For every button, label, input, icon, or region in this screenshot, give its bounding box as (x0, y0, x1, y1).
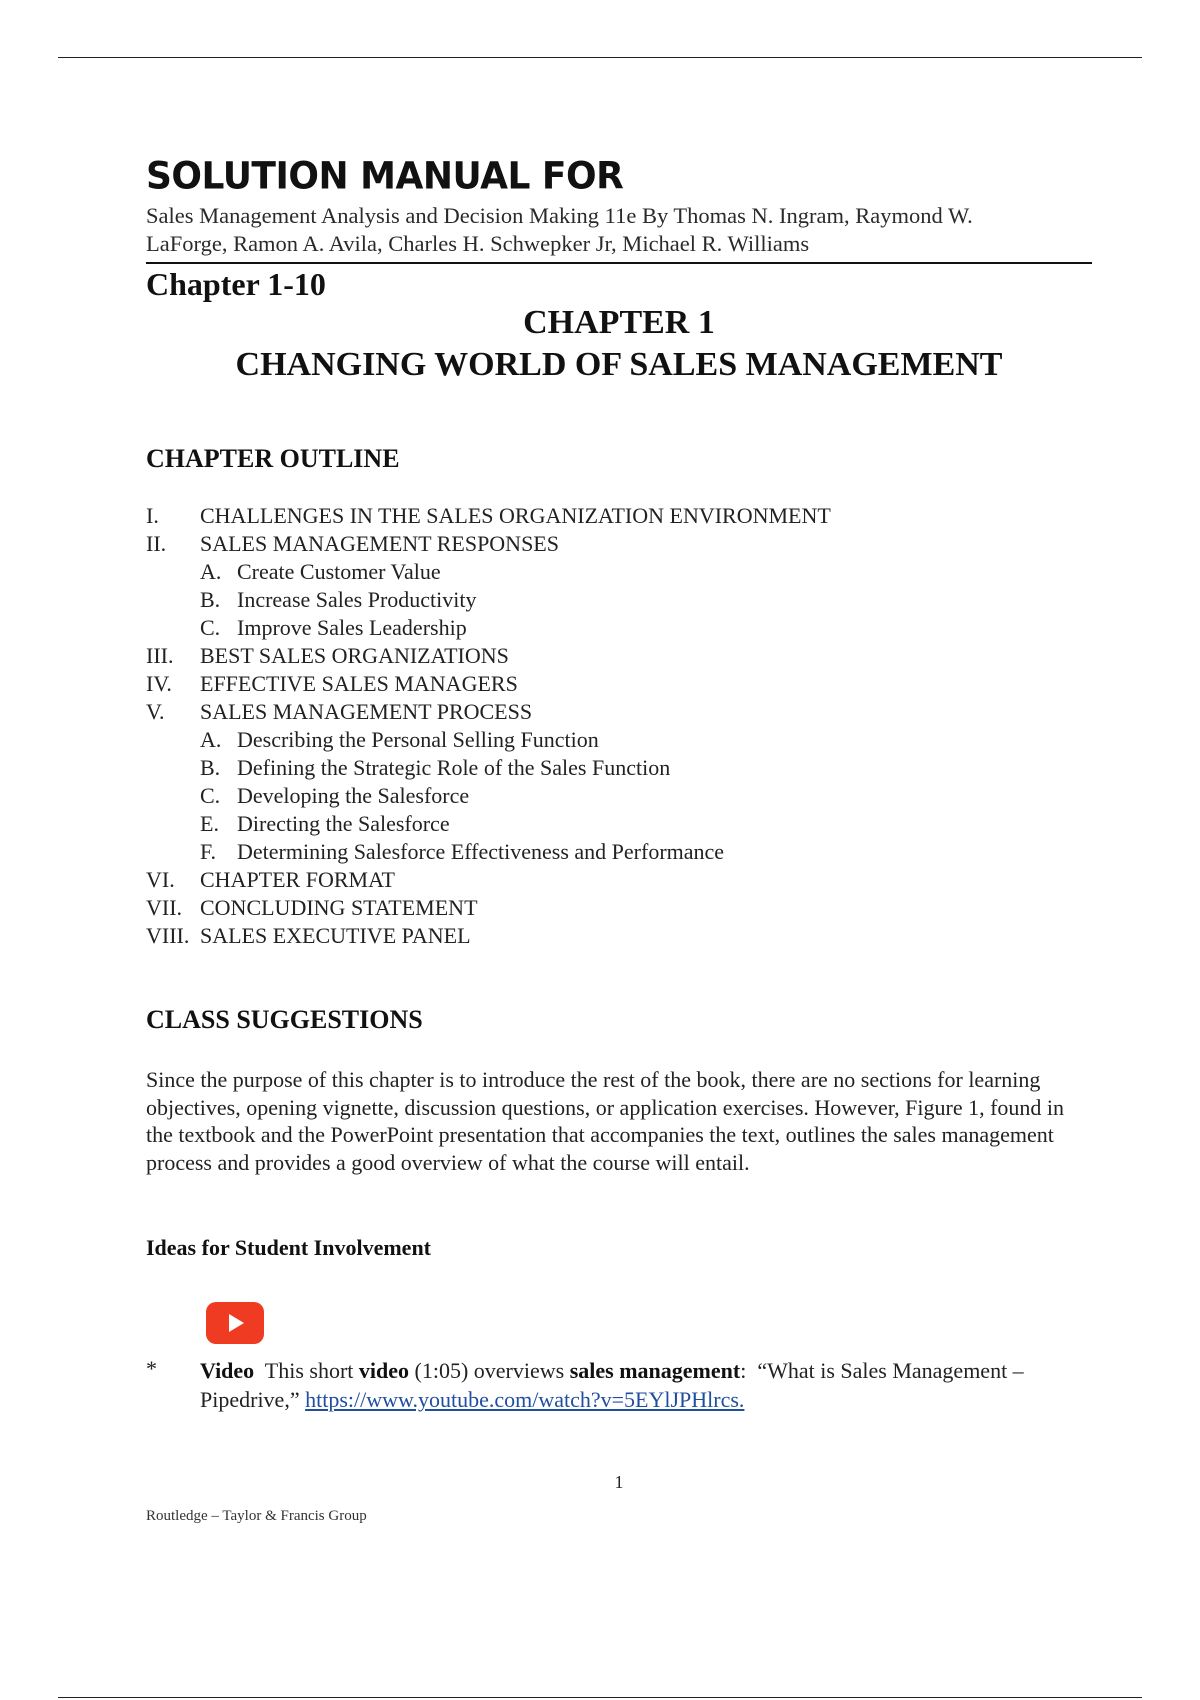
outline-subitem (146, 586, 831, 614)
outline-marker: II. (146, 531, 167, 556)
outline-text: SALES MANAGEMENT RESPONSES (200, 531, 559, 556)
publisher-footer: Routledge – Taylor & Francis Group (146, 1508, 367, 1524)
video-label: Video (200, 1358, 255, 1383)
chapter-range: Chapter 1-10 (146, 266, 326, 302)
book-subtitle (146, 202, 1096, 258)
bullet-marker: * (146, 1356, 157, 1381)
outline-marker: B. (200, 755, 221, 780)
outline-text: Defining the Strategic Role of the Sales Function (237, 755, 671, 780)
video-bold-1: video (358, 1358, 410, 1383)
outline-marker: A. (200, 727, 222, 752)
outline-marker: V. (146, 699, 165, 724)
ideas-heading: Ideas for Student Involvement (146, 1235, 432, 1260)
chapter-number: CHAPTER 1 (523, 304, 715, 341)
outline-item (146, 894, 831, 922)
outline-item (146, 698, 831, 726)
outline-text: CHALLENGES IN THE SALES ORGANIZATION ENVIRONMENT (200, 503, 831, 528)
outline-marker: B. (200, 587, 221, 612)
outline-marker: A. (200, 559, 222, 584)
outline-text: Increase Sales Productivity (237, 587, 477, 612)
outline-text: Improve Sales Leadership (237, 615, 467, 640)
video-text-2: (1:05) overviews (409, 1358, 570, 1383)
outline-text: Determining Salesforce Effectiveness and Performance (237, 839, 725, 864)
outline-heading: CHAPTER OUTLINE (146, 444, 400, 473)
outline-text: Directing the Salesforce (237, 811, 450, 836)
outline-marker: F. (200, 839, 216, 864)
subtitle-line-1: Sales Management Analysis and Decision Making 11e By Thomas N. Ingram, Raymond W. (146, 203, 973, 228)
video-link[interactable]: https://www.youtube.com/watch?v=5EYlJPHlrcs. (305, 1387, 745, 1412)
video-text-1: This short (254, 1358, 359, 1383)
video-item-text (200, 1356, 1100, 1414)
play-triangle-icon (206, 1302, 264, 1344)
youtube-play-icon[interactable] (206, 1302, 264, 1344)
outline-item (146, 530, 831, 558)
outline-text: CONCLUDING STATEMENT (200, 895, 478, 920)
outline-marker: VIII. (146, 923, 190, 948)
outline-subitem (146, 838, 831, 866)
subtitle-rule (146, 262, 1092, 264)
outline-marker: IV. (146, 671, 172, 696)
outline-item (146, 670, 831, 698)
outline-subitem (146, 754, 831, 782)
page-number: 1 (614, 1472, 624, 1492)
outline-marker: I. (146, 503, 159, 528)
chapter-outline-list (146, 502, 831, 950)
outline-marker: VI. (146, 867, 175, 892)
outline-item (146, 922, 831, 950)
outline-item (146, 642, 831, 670)
bottom-rule (58, 1697, 1142, 1698)
outline-subitem (146, 558, 831, 586)
outline-text: BEST SALES ORGANIZATIONS (200, 643, 509, 668)
outline-text: EFFECTIVE SALES MANAGERS (200, 671, 518, 696)
outline-text: CHAPTER FORMAT (200, 867, 395, 892)
outline-text: SALES MANAGEMENT PROCESS (200, 699, 533, 724)
outline-subitem (146, 810, 831, 838)
outline-text: Describing the Personal Selling Function (237, 727, 599, 752)
class-suggestions-heading: CLASS SUGGESTIONS (146, 1005, 423, 1034)
outline-subitem (146, 614, 831, 642)
outline-item (146, 502, 831, 530)
chapter-name: CHANGING WORLD OF SALES MANAGEMENT (235, 346, 1003, 383)
outline-marker: C. (200, 783, 221, 808)
outline-text: Developing the Salesforce (237, 783, 470, 808)
outline-subitem (146, 782, 831, 810)
document-title: SOLUTION MANUAL FOR (146, 154, 624, 199)
outline-item (146, 866, 831, 894)
video-text-3: : “What is Sales Management – Pipedrive,” (200, 1358, 1030, 1412)
class-suggestions-paragraph: Since the purpose of this chapter is to introduce the rest of the book, there are no sections for learning objectives, opening vignette, discussion questions, or application exercises. However, Figure 1, found in the textbook and the PowerPoint presentation that accompanies the text, outlines the sales management process and provides a good overview of what the course will entail. (146, 1067, 1065, 1175)
outline-marker: VII. (146, 895, 183, 920)
outline-marker: III. (146, 643, 174, 668)
outline-text: Create Customer Value (237, 559, 441, 584)
outline-subitem (146, 726, 831, 754)
top-rule (58, 57, 1142, 58)
video-bold-2: sales management (569, 1358, 741, 1383)
outline-marker: C. (200, 615, 221, 640)
subtitle-line-2: LaForge, Ramon A. Avila, Charles H. Schwepker Jr, Michael R. Williams (146, 231, 810, 256)
outline-marker: E. (200, 811, 219, 836)
outline-text: SALES EXECUTIVE PANEL (200, 923, 471, 948)
